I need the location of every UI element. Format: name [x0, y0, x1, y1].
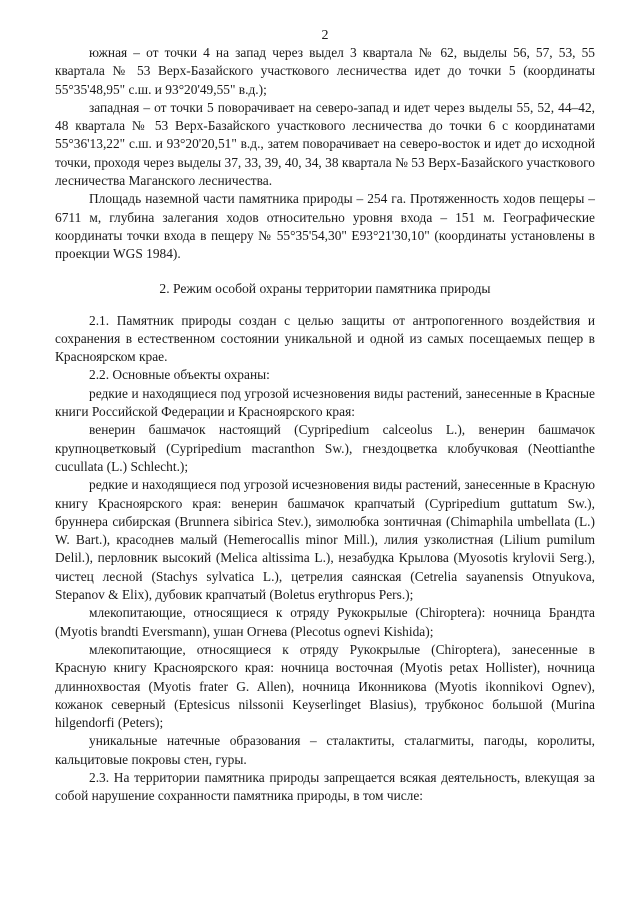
paragraph-bats-red-book: млекопитающие, относящиеся к отряду Рукокрылые (Chiroptera), занесенные в Красную книгу Красноярского края: ночница восточная (Myotis petax Hollister), ночница длиннохвостая (Myotis frater G. Allen), ночница Иконникова (Myotis ikonnikovi Ognev), кожанок северный (Eptesicus nilssonii Keyserlinget Blasius), трубконос большой (Murina hilgendorfi (Peters); — [55, 641, 595, 731]
paragraph-west-boundary: западная – от точки 5 поворачивает на северо-запад и идет через выделы 55, 52, 44–42, 48 квартала № 53 Верх-Базайского участкового лесничества до точки 6 с координатами 55°36'13,22" с.ш. и 93°20'20,51" в.д., затем поворачивает на северо-восток и идет до исходной точки, проходя через выделы 37, 33, 39, 40, 34, 38 квартала № 53 Верх-Базайского участкового лесничества Маганского лесничества. — [55, 99, 595, 189]
section-heading: 2. Режим особой охраны территории памятника природы — [159, 280, 491, 296]
paragraph-rare-plants-federal: редкие и находящиеся под угрозой исчезновения виды растений, занесенные в Красные книги Российской Федерации и Красноярского края: — [55, 385, 595, 420]
paragraph-plant-list-federal: венерин башмачок настоящий (Cypripedium calceolus L.), венерин башмачок крупноцветковый (Cypripedium macranthon Sw.), гнездоцветка клобучковая (Neottianthe cucullata (L.) Schlecht.); — [55, 422, 595, 474]
paragraph-2-2-objects: 2.2. Основные объекты охраны: — [89, 367, 270, 383]
page-number: 2 — [321, 28, 329, 43]
document-body — [55, 44, 595, 806]
paragraph-area-and-coordinates: Площадь наземной части памятника природы – 254 га. Протяженность ходов пещеры – 6711 м, глубина залегания ходов относительно уровня входа – 151 м. Географические координаты точки входа в пещеру № 55°35'54,30" Е93°21'30,10" (координаты установлены в проекции WGS 1984). — [55, 191, 595, 262]
paragraph-south-boundary: южная – от точки 4 на запад через выдел 3 квартала № 62, выделы 56, 57, 53, 55 квартала № 53 Верх-Базайского участкового лесничества идет до точки 5 (координаты 55°35'48,95" с.ш. и 93°20'49,55" в.д.); — [55, 45, 595, 97]
paragraph-2-1-purpose: 2.1. Памятник природы создан с целью защиты от антропогенного воздействия и сохранения в естественном состоянии уникальной и одной из самых посещаемых пещер в Красноярском крае. — [55, 312, 595, 365]
paragraph-bats: млекопитающие, относящиеся к отряду Рукокрылые (Chiroptera): ночница Брандта (Myotis brandti Eversmann), ушан Огнева (Plecotus ognevi Kishida); — [55, 605, 595, 639]
paragraph-2-3-prohibitions: 2.3. На территории памятника природы запрещается всякая деятельность, влекущая за собой нарушение сохранности памятника природы, в том числе: — [55, 769, 595, 804]
paragraph-rare-plants-regional: редкие и находящиеся под угрозой исчезновения виды растений, занесенные в Красную книгу Красноярского края: венерин башмачок крапчатый (Cypripedium guttatum Sw.), бруннера сибирская (Brunnera sibirica Stev.), зимолюбка зонтичная (Chimaphila umbellata (L.) W. Bart.), красоднев малый (Hemerocallis minor Mill.), лилия узколистная (Lilium pumilum Delil.), перловник высокий (Melica altissima L.), незабудка Крылова (Myosotis krylovii Serg.), чистец лесной (Stachys sylvatica L.), цетрелия саянская (Cetrelia sayanensis Otnyukova, Stepanov & Elix), дубовик крапчатый (Boletus erythropus Pers.); — [55, 477, 595, 603]
paragraph-speleothems: уникальные натечные образования – сталактиты, сталагмиты, пагоды, королиты, кальцитовые покровы стен, гуры. — [55, 733, 595, 767]
